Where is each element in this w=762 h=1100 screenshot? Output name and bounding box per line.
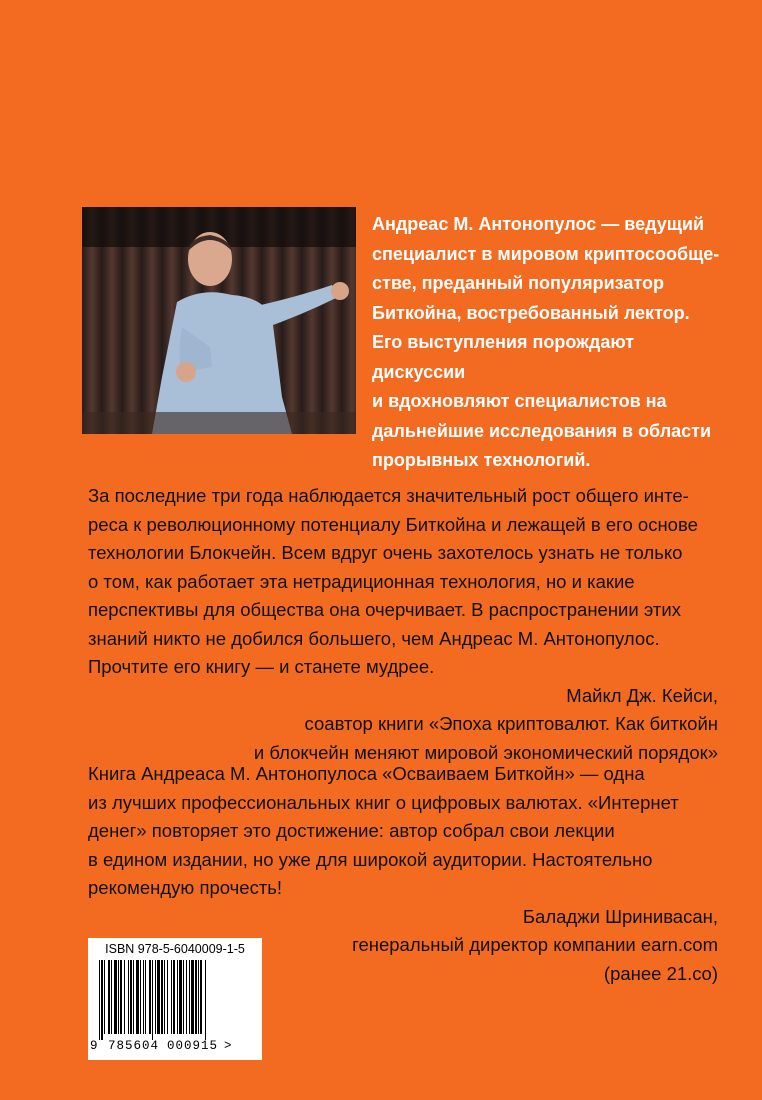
review-line: реса к революционному потенциалу Биткойна и лежащей в его основе [88,513,698,535]
barcode-digit-group: 000915 [167,1039,219,1053]
speaker-photo-icon [82,207,356,434]
isbn-barcode-box [88,938,262,1060]
review-author-role: и блокчейн меняют мировой экономический порядок» [253,741,718,763]
isbn-label: ISBN 978-5-6040009-1-5 [105,942,245,956]
barcode-digit-group: 785604 [108,1039,160,1053]
review-line: За последние три года наблюдается значительный рост общего инте- [88,485,689,506]
review-author-role: генеральный директор компании earn.com [352,934,718,955]
review-line: перспективы для общества она очерчивает. В распространении этих [88,599,681,620]
barcode-digit-first: 9 [90,1039,98,1053]
review-line: из лучших профессиональных книг о цифровых валютах. «Интернет [88,791,679,813]
barcode-digits [90,1039,260,1053]
barcode-arrow: > [224,1039,232,1053]
author-bio [372,210,722,476]
review-author: Баладжи Шринивасан, [522,905,718,927]
review-author-role: (ранее 21.co) [603,962,718,984]
bio-line: дальнейшие исследования в области [372,420,712,441]
bio-line: Его выступления порождают дискуссии [372,332,635,382]
review-line: денег» повторяет это достижение: автор собрал свои лекции [88,820,615,841]
review-author-role: соавтор книги «Эпоха криптовалют. Как биткойн [304,713,718,734]
barcode-icon [99,960,251,1040]
review-line: рекомендую прочесть! [88,877,283,898]
bio-line: Андреас М. Антонопулос — ведущий [372,214,705,234]
review-line: в едином издании, но уже для широкой аудитории. Настоятельно [88,848,653,870]
review-line: Прочтите его книгу — и станете мудрее. [88,656,435,677]
bio-line: специалист в мировом криптосообще- [372,243,720,264]
review-author: Майкл Дж. Кейси, [566,684,718,706]
review-line: знаний никто не добился большего, чем Андреас М. Антонопулос. [88,627,660,649]
review-casey [88,482,718,767]
review-line: Книга Андреаса М. Антонопулоса «Осваиваем Биткойн» — одна [88,763,645,784]
bio-line: стве, преданный популяризатор [372,273,664,293]
author-photo [82,207,356,434]
bio-line: Биткойна, востребованный лектор. [372,302,690,323]
review-line: о том, как работает эта нетрадиционная технология, но и какие [88,570,635,592]
bio-line: и вдохновляют специалистов на [372,391,667,411]
bio-line: прорывных технологий. [372,450,591,470]
review-line: технологии Блокчейн. Всем вдруг очень захотелось узнать не только [88,542,683,563]
